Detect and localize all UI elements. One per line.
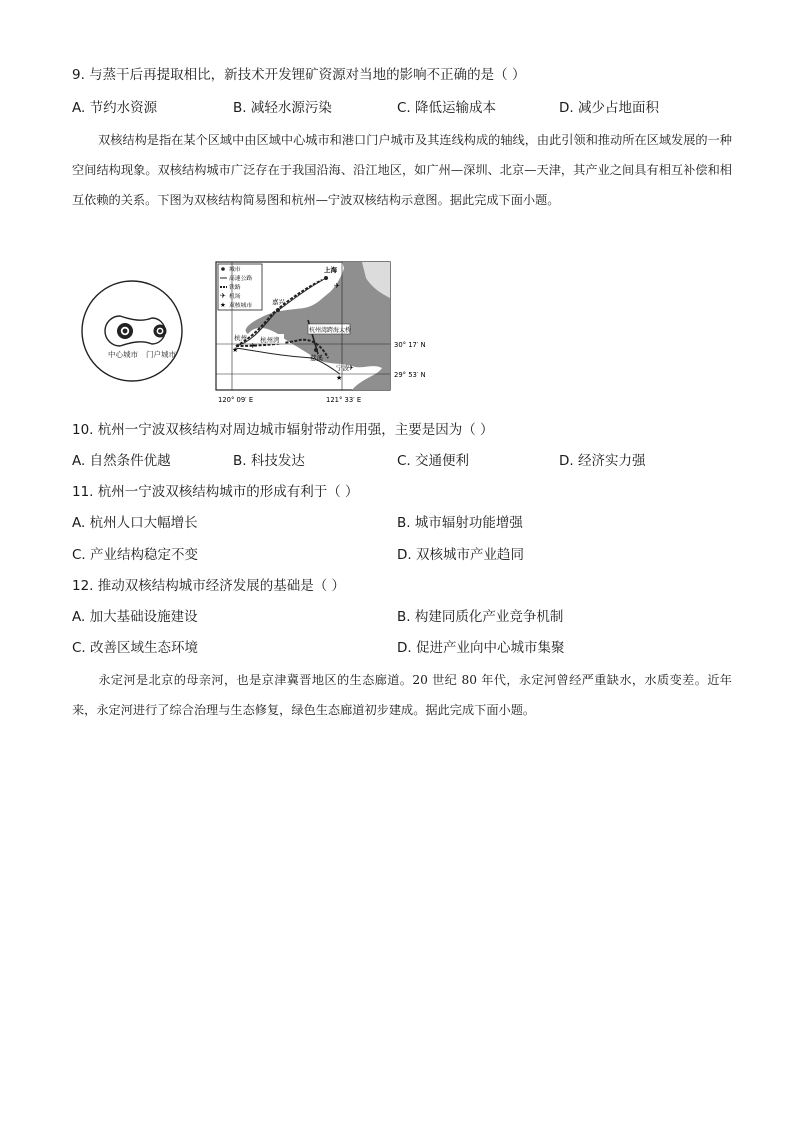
legend-airport: 机场: [229, 294, 241, 300]
bay-bridge-label: 杭州湾跨海大桥: [309, 327, 352, 334]
q11-option-d: D. 双核城市产业趋同: [397, 547, 524, 563]
city-jiaxing-label: 嘉兴: [272, 298, 285, 306]
hangzhou-bay-label: 杭州湾: [260, 336, 280, 344]
lat-label-bottom: 29° 53′ N: [394, 371, 426, 379]
legend-highway: 高速公路: [229, 276, 253, 282]
lat-label-top: 30° 17′ N: [394, 341, 426, 349]
legend-dual-city: 双核城市: [229, 303, 253, 309]
question-12-stem: 12. 推动双核结构城市经济发展的基础是（ ）: [72, 578, 346, 594]
q10-option-b: B. 科技发达: [233, 453, 305, 469]
passage-yongding-river: [72, 665, 732, 725]
city-ningbo-star: ★: [336, 374, 343, 382]
question-10-stem: 10. 杭州一宁波双核结构对周边城市辐射带动作用强，主要是因为（ ）: [72, 422, 494, 438]
city-shanghai-dot: [324, 276, 328, 280]
city-jiaxing-dot: [276, 308, 280, 312]
passage-yongding-river-text: 永定河是北京的母亲河，也是京津冀晋地区的生态廊道。20 世纪 80 年代，永定河曾经严重缺水，水质变差。近年来，永定河进行了综合治理与生态修复，绿色生态廊道初步建成。据此完成下面小题。: [72, 673, 732, 717]
q10-option-c: C. 交通便利: [397, 453, 470, 469]
q9-option-c: C. 降低运输成本: [397, 100, 497, 116]
q9-option-b: B. 减轻水源污染: [233, 100, 332, 116]
city-cixi-label: 慈溪: [310, 354, 323, 362]
dual-core-diagram: [74, 276, 194, 386]
legend-city-symbol: [221, 267, 225, 271]
q11-option-a: A. 杭州人口大幅增长: [72, 515, 198, 531]
q10-option-a: A. 自然条件优越: [72, 453, 171, 469]
airport-ningbo-icon: ✈: [348, 364, 354, 372]
gateway-city-label: 门户城市: [146, 350, 176, 359]
legend-airport-symbol: ✈: [220, 292, 226, 300]
passage-dual-core: [72, 125, 732, 215]
q10-option-d: D. 经济实力强: [559, 453, 646, 469]
question-11-stem: 11. 杭州一宁波双核结构城市的形成有利于（ ）: [72, 484, 359, 500]
q12-option-b: B. 构建同质化产业竞争机制: [397, 609, 564, 625]
q11-option-b: B. 城市辐射功能增强: [397, 515, 523, 531]
airport-hangzhou-icon: ✈: [250, 342, 256, 350]
legend-city: 城市: [229, 267, 241, 273]
q9-option-d: D. 减少占地面积: [559, 100, 659, 116]
city-cixi-dot: [314, 348, 318, 352]
airport-shanghai-icon: ✈: [334, 282, 340, 290]
legend-railway: 铁路: [229, 285, 241, 291]
lon-label-left: 120° 09′ E: [218, 396, 254, 404]
city-ningbo-label: 宁波: [336, 364, 349, 372]
hangzhou-ningbo-map: [212, 258, 444, 408]
question-9-stem: 9. 与蒸干后再提取相比，新技术开发锂矿资源对当地的影响不正确的是（ ）: [72, 67, 526, 83]
city-hangzhou-star: ★: [232, 346, 239, 354]
q12-option-a: A. 加大基础设施建设: [72, 609, 198, 625]
q12-option-d: D. 促进产业向中心城市集聚: [397, 640, 565, 656]
lon-label-right: 121° 33′ E: [326, 396, 362, 404]
q12-option-c: C. 改善区域生态环境: [72, 640, 199, 656]
passage-dual-core-text: 双核结构是指在某个区域中由区域中心城市和港口门户城市及其连线构成的轴线，由此引领和推动所在区域发展的一种空间结构现象。双核结构城市广泛存在于我国沿海、沿江地区，如广州—深圳、北京—天津，其产业之间具有相互补偿和相互依赖的关系。下图为双核结构简易图和杭州—宁波双核结构示意图。据此完成下面小题。: [72, 133, 732, 207]
q11-option-c: C. 产业结构稳定不变: [72, 547, 199, 563]
city-shanghai-label: 上海: [324, 266, 337, 274]
legend-dual-city-symbol: ★: [220, 301, 226, 309]
center-city-label: 中心城市: [108, 350, 138, 359]
city-hangzhou-label: 杭州: [234, 334, 247, 342]
q9-option-a: A. 节约水资源: [72, 100, 158, 116]
